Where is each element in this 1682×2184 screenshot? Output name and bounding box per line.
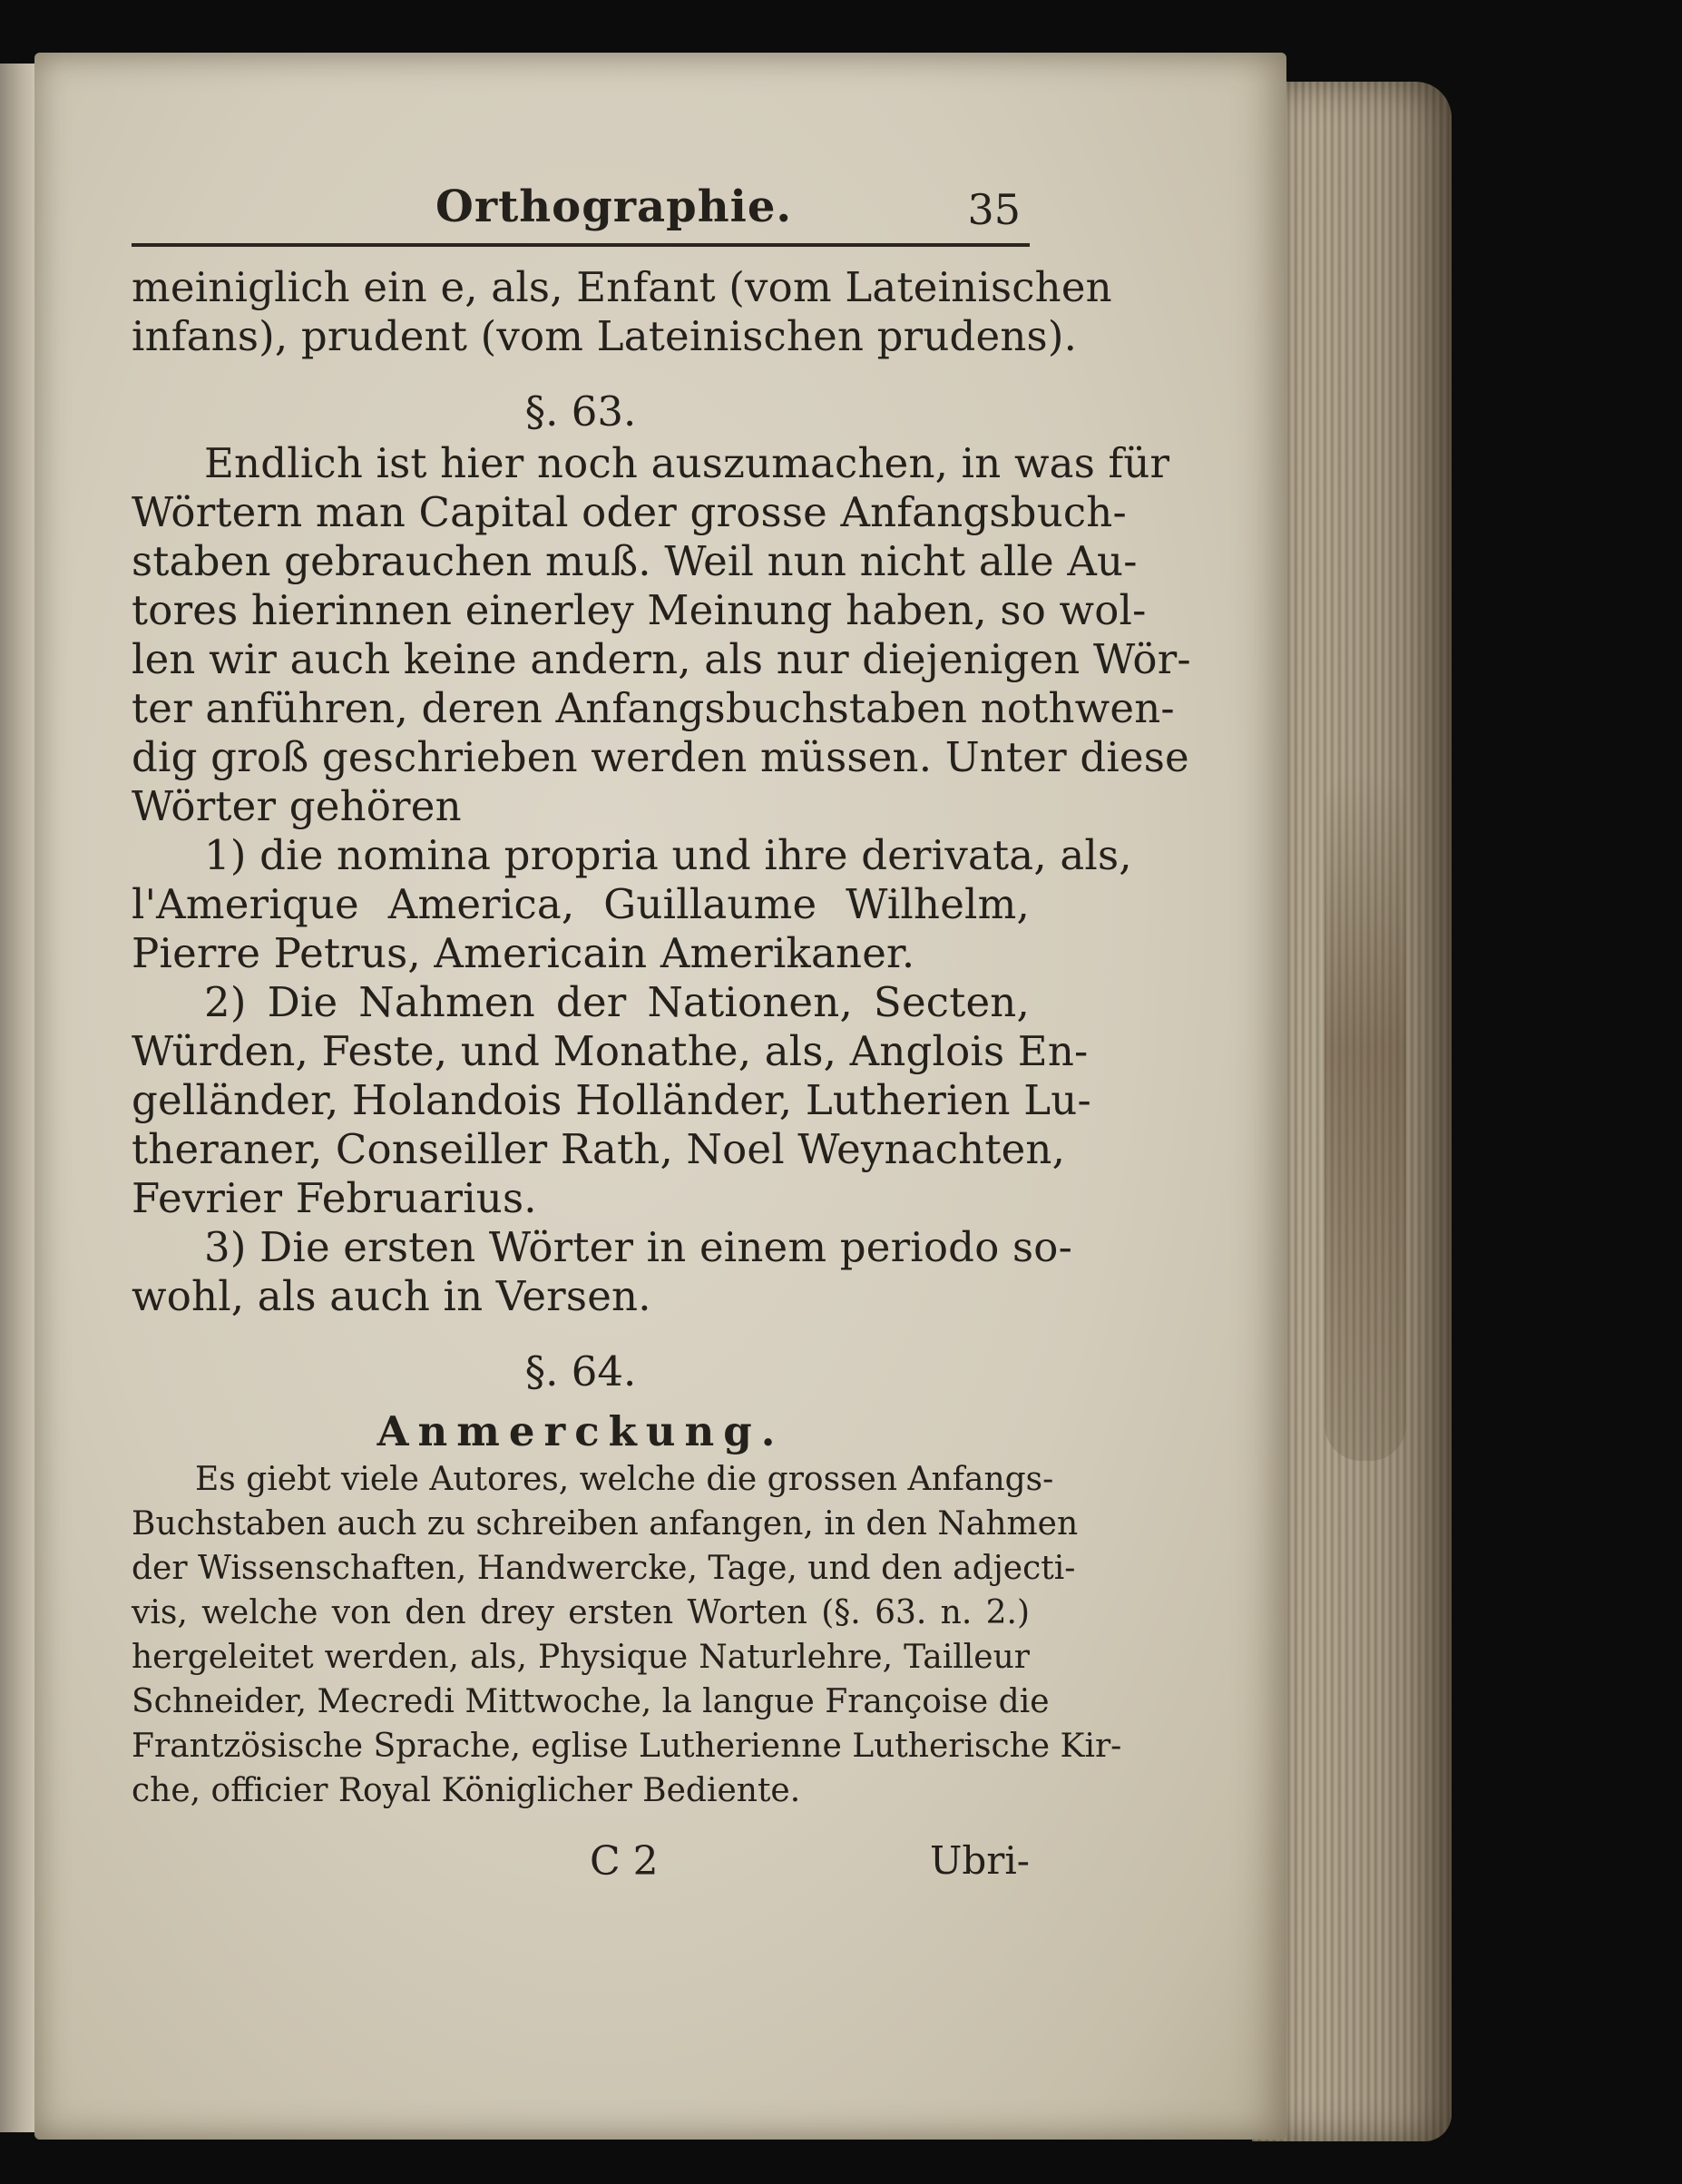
page-footer (132, 1838, 1030, 1893)
section-heading: Anmerckung. (376, 1407, 785, 1455)
page-number: 35 (967, 185, 1021, 234)
text-line: infans), prudent (vom Lateinischen prudens). (132, 312, 1078, 360)
signature-mark: C 2 (590, 1838, 659, 1885)
text-line: Schneider, Mecredi Mittwoche, la langue Françoise die (132, 1683, 1050, 1720)
text-line: staben gebrauchen muß. Weil nun nicht alle Au- (132, 537, 1138, 585)
list-item-line: 2) Die Nahmen der Nationen, Secten, (204, 978, 1030, 1026)
list-item-line: theraner, Conseiller Rath, Noel Weynachten, (132, 1125, 1066, 1173)
section-number-63: §. 63. (524, 387, 637, 436)
text-line: Frantzösische Sprache, eglise Lutherienne Lutherische Kir- (132, 1728, 1122, 1765)
text-line: che, officier Royal Königlicher Bediente. (132, 1772, 801, 1809)
text-line: tores hierinnen einerley Meinung haben, so wol- (132, 586, 1147, 634)
running-title: Orthographie. (435, 181, 793, 232)
list-item-line: Pierre Petrus, Americain Amerikaner. (132, 929, 915, 977)
text-line: Buchstaben auch zu schreiben anfangen, in den Nahmen (132, 1505, 1079, 1543)
section-63-body (132, 439, 1191, 1321)
text-line: hergeleitet werden, als, Physique Naturlehre, Tailleur (132, 1639, 1030, 1676)
text-line: Wörtern man Capital oder grosse Anfangsbuch- (132, 488, 1127, 536)
text-line: meiniglich ein e, als, Enfant (vom Lateinischen (132, 263, 1112, 311)
text-line: Es giebt viele Autores, welche die grossen Anfangs- (195, 1461, 1054, 1498)
text-line: Wörter gehören (132, 782, 462, 830)
text-line: len wir auch keine andern, als nur diejenigen Wör- (132, 635, 1191, 683)
text-line: vis, welche von den drey ersten Worten (§. 63. n. 2.) (132, 1594, 1030, 1631)
list-item-line: Fevrier Februarius. (132, 1174, 537, 1222)
text-line: der Wissenschaften, Handwercke, Tage, und den adjecti- (132, 1550, 1076, 1587)
list-item-line: gelländer, Holandois Holländer, Lutherien Lu- (132, 1076, 1091, 1124)
continued-paragraph (132, 263, 1112, 361)
section-64-body (132, 1457, 1122, 1813)
text-line: dig groß geschrieben werden müssen. Unter diese (132, 733, 1189, 781)
list-item-line: Würden, Feste, und Monathe, als, Anglois En- (132, 1027, 1089, 1075)
text-line: Endlich ist hier noch auszumachen, in was für (204, 439, 1170, 487)
header-rule (132, 243, 1030, 247)
list-item-line: 3) Die ersten Wörter in einem periodo so- (204, 1223, 1072, 1271)
text-line: ter anführen, deren Anfangsbuchstaben nothwen- (132, 684, 1175, 732)
list-item-line: l'Amerique America, Guillaume Wilhelm, (132, 880, 1030, 928)
list-item-line: wohl, als auch in Versen. (132, 1272, 651, 1320)
list-item-line: 1) die nomina propria und ihre derivata, als, (204, 831, 1132, 879)
page-content (132, 172, 1191, 1893)
section-number-64: §. 64. (524, 1347, 637, 1396)
catchword: Ubri- (930, 1838, 1030, 1883)
running-header (132, 172, 1030, 243)
